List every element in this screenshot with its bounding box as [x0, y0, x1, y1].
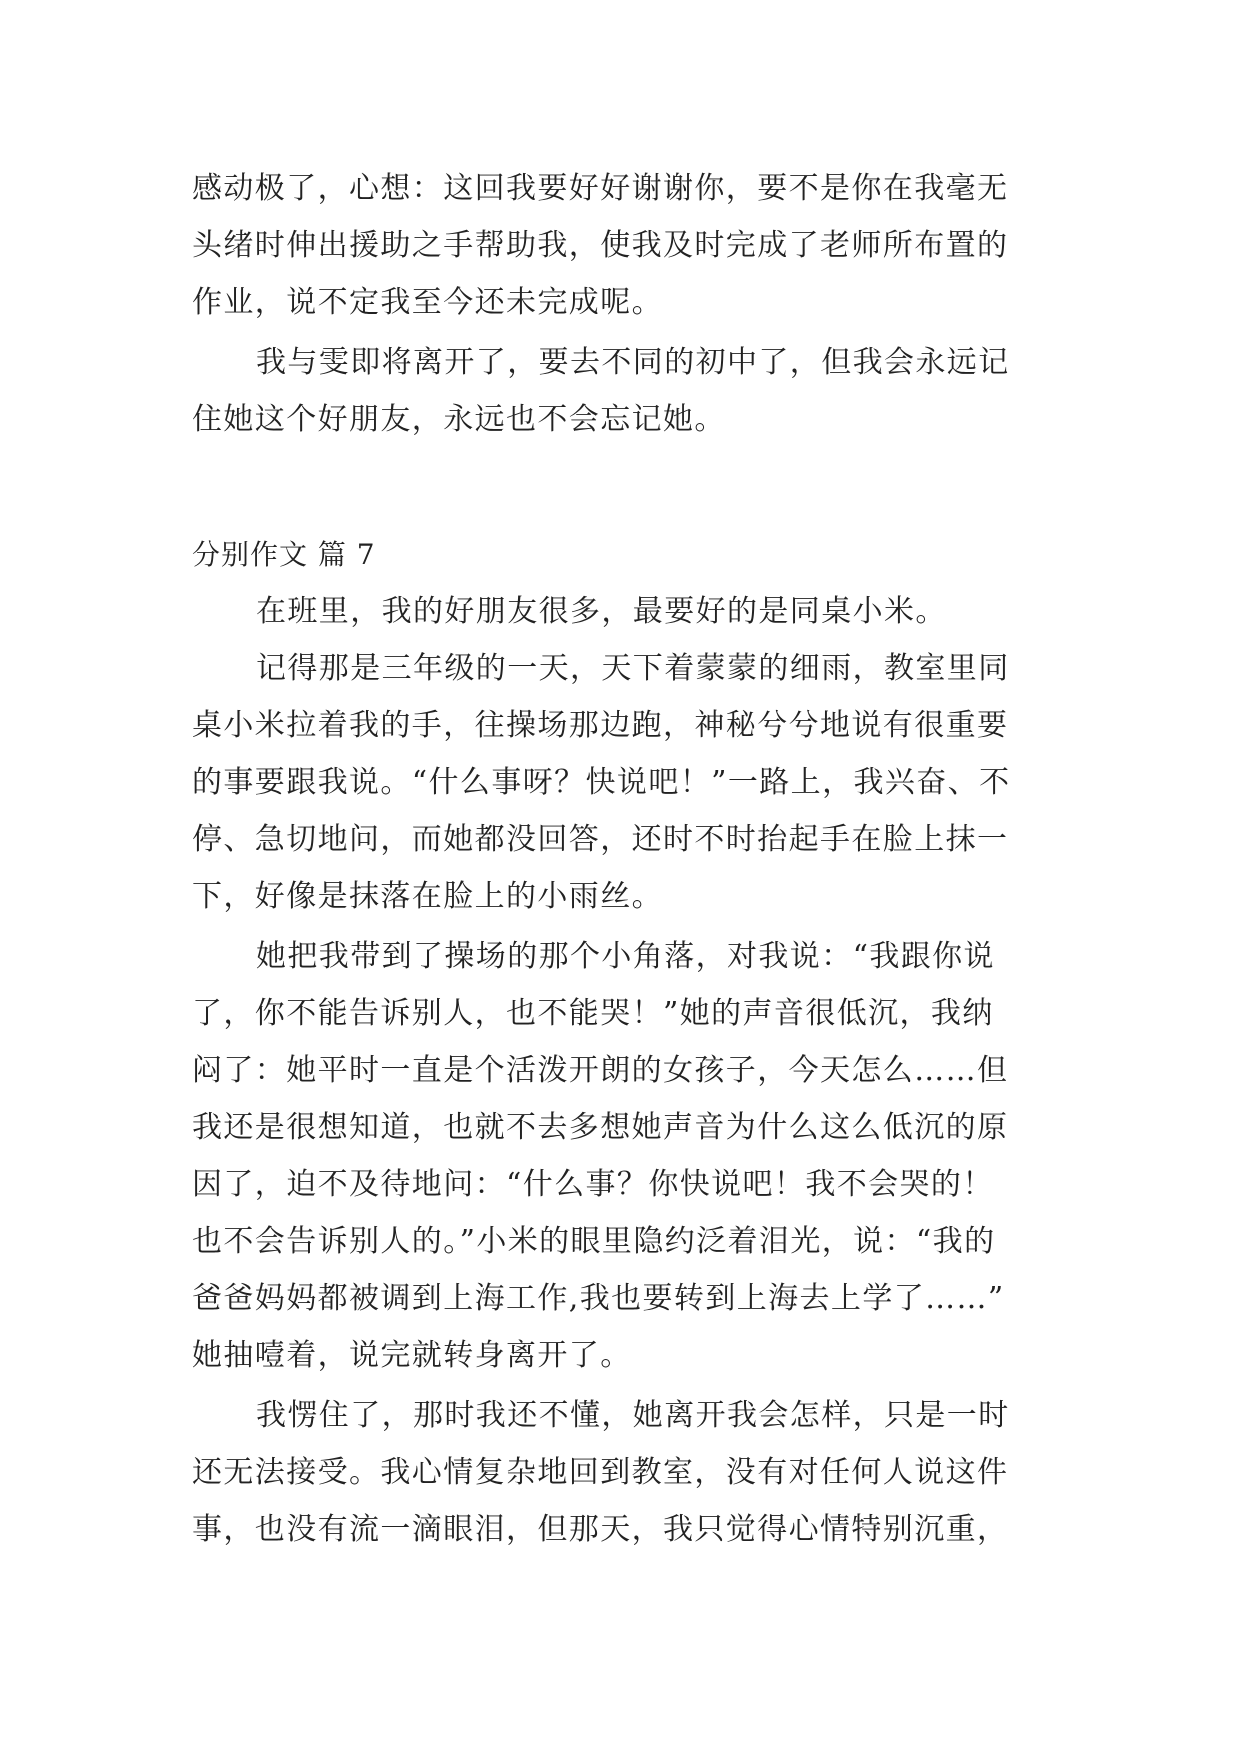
text-line: 事，也没有流一滴眼泪，但那天，我只觉得心情特别沉重，: [192, 1512, 1009, 1547]
text-line: 她把我带到了操场的那个小角落，对我说：“我跟你说: [256, 939, 995, 974]
text-line: 因了，迫不及待地问：“什么事？你快说吧！我不会哭的！: [192, 1167, 994, 1202]
paragraph: [192, 928, 1052, 1384]
text-line: 也不会告诉别人的。”小米的眼里隐约泛着泪光，说：“我的: [192, 1224, 996, 1259]
text-line: 记得那是三年级的一天，天下着蒙蒙的细雨，教室里同: [256, 651, 1010, 686]
text-line: 作业，说不定我至今还未完成呢。: [192, 285, 663, 320]
text-line: 我与雯即将离开了，要去不同的初中了，但我会永远记: [256, 345, 1010, 380]
text-line: 头绪时伸出援助之手帮助我，使我及时完成了老师所布置的: [192, 228, 1009, 263]
text-line: 她抽噎着，说完就转身离开了。: [192, 1338, 632, 1373]
text-line: 爸爸妈妈都被调到上海工作,我也要转到上海去上学了……”: [192, 1281, 1005, 1316]
text-line: 我愣住了，那时我还不懂，她离开我会怎样，只是一时: [256, 1398, 1010, 1433]
text-line: 闷了：她平时一直是个活泼开朗的女孩子，今天怎么……但: [192, 1053, 1009, 1088]
text-line: 了，你不能告诉别人，也不能哭！”她的声音很低沉，我纳: [192, 996, 994, 1031]
text-line: 住她这个好朋友，永远也不会忘记她。: [192, 402, 726, 437]
paragraph: [192, 160, 1052, 331]
text-line: 的事要跟我说。“什么事呀？快说吧！”一路上，我兴奋、不: [192, 765, 1011, 800]
text-line: 桌小米拉着我的手，往操场那边跑，神秘兮兮地说有很重要: [192, 708, 1009, 743]
text-line: 感动极了，心想：这回我要好好谢谢你，要不是你在我毫无: [192, 171, 1009, 206]
text-line: 下，好像是抹落在脸上的小雨丝。: [192, 879, 663, 914]
text-line: 停、急切地问，而她都没回答，还时不时抬起手在脸上抹一: [192, 822, 1009, 857]
paragraph: [192, 1387, 1052, 1558]
text-line: 我还是很想知道，也就不去多想她声音为什么这么低沉的原: [192, 1110, 1009, 1145]
paragraph: [192, 334, 1052, 448]
paragraph: [192, 583, 1052, 640]
paragraph: [192, 640, 1052, 925]
section-heading: 分别作文 篇 7: [192, 538, 376, 571]
text-line: 在班里，我的好朋友很多，最要好的是同桌小米。: [256, 594, 947, 629]
text-line: 还无法接受。我心情复杂地回到教室，没有对任何人说这件: [192, 1455, 1009, 1490]
document-body: [192, 160, 1052, 1558]
